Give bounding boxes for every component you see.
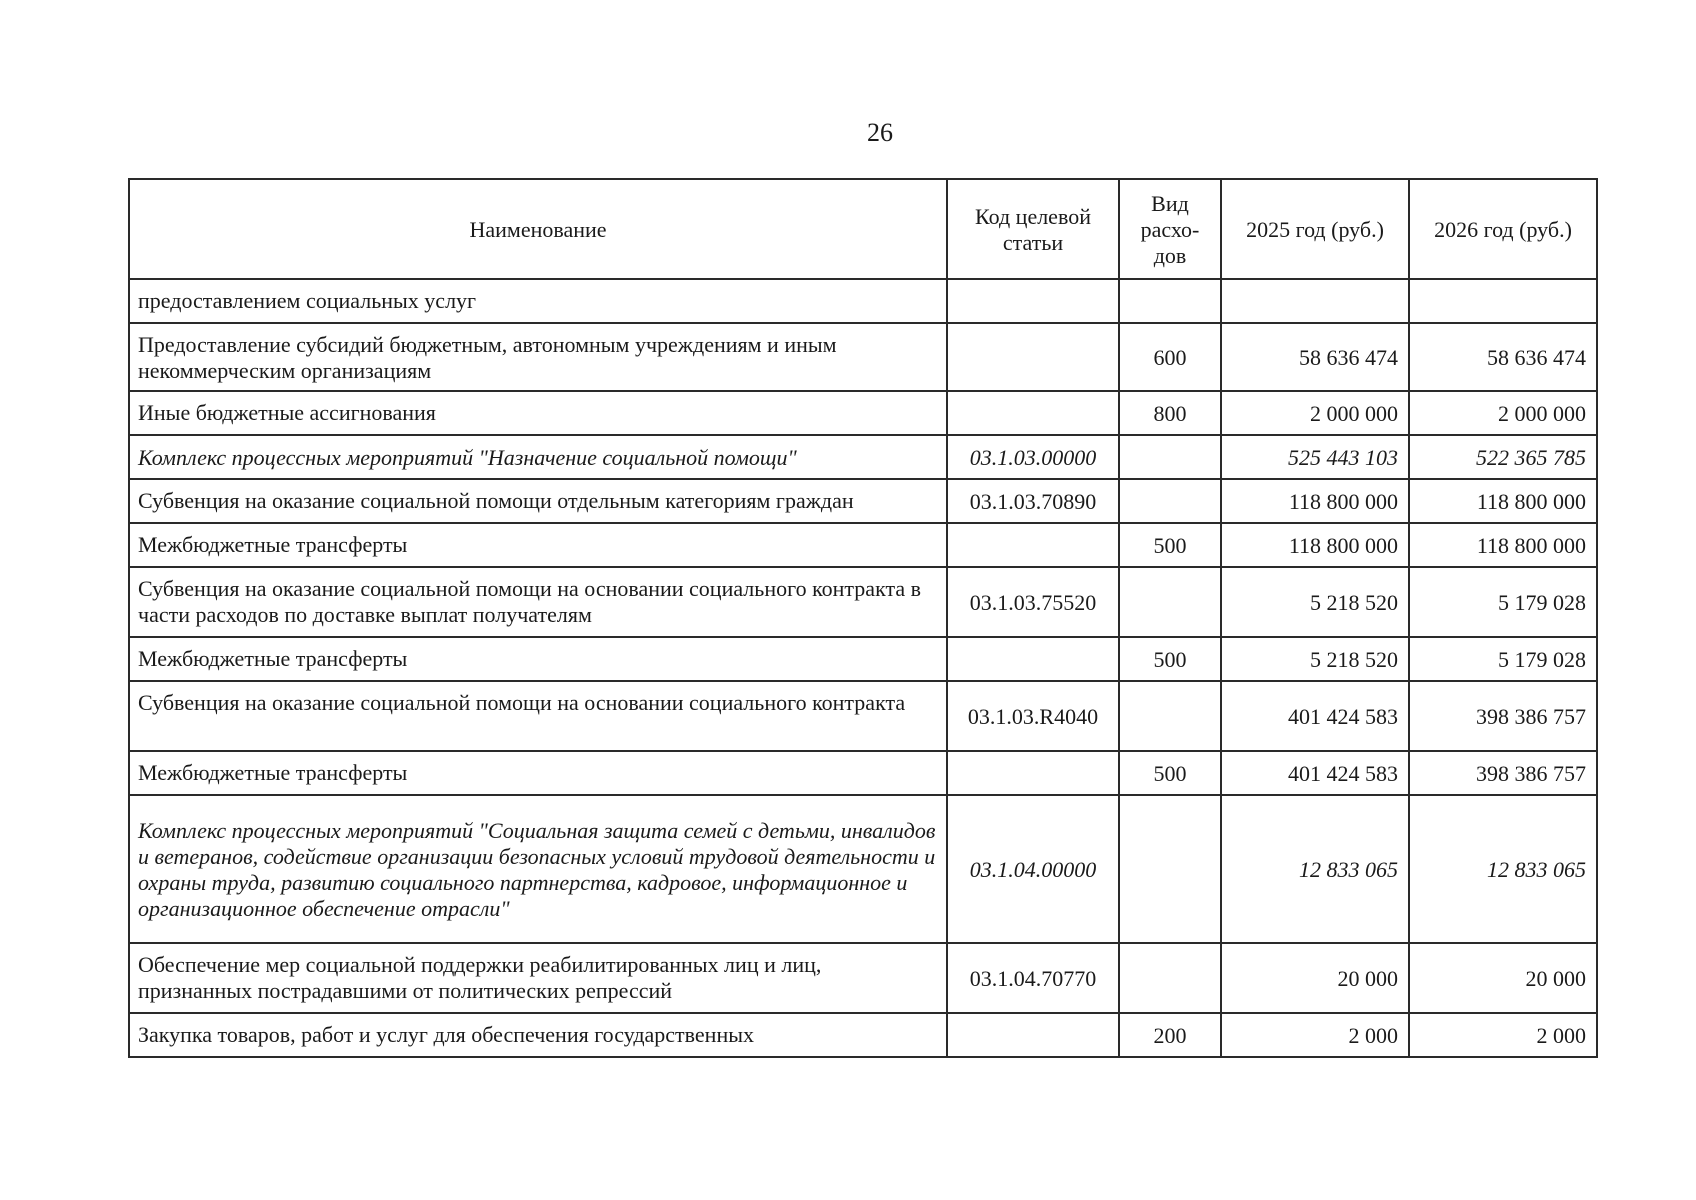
row-name: Субвенция на оказание социальной помощи на основании социального контракта xyxy=(129,681,947,751)
row-code xyxy=(947,391,1119,435)
row-2025-value: 118 800 000 xyxy=(1221,523,1409,567)
row-kind: 500 xyxy=(1119,751,1221,795)
header-2025: 2025 год (руб.) xyxy=(1221,179,1409,279)
row-2025-value: 118 800 000 xyxy=(1221,479,1409,523)
row-code: 03.1.03.75520 xyxy=(947,567,1119,637)
row-2026-value: 118 800 000 xyxy=(1409,479,1597,523)
row-name: Межбюджетные трансферты xyxy=(129,523,947,567)
row-kind xyxy=(1119,681,1221,751)
row-code xyxy=(947,751,1119,795)
row-name: предоставлением социальных услуг xyxy=(129,279,947,323)
row-code xyxy=(947,323,1119,391)
table-row xyxy=(129,681,1597,751)
header-2026: 2026 год (руб.) xyxy=(1409,179,1597,279)
row-code: 03.1.04.70770 xyxy=(947,943,1119,1013)
table-row xyxy=(129,637,1597,681)
row-2025-value: 20 000 xyxy=(1221,943,1409,1013)
header-kind: Вид расхо-дов xyxy=(1119,179,1221,279)
row-kind xyxy=(1119,567,1221,637)
row-name: Межбюджетные трансферты xyxy=(129,637,947,681)
row-code xyxy=(947,523,1119,567)
table-row xyxy=(129,435,1597,479)
row-2025-value: 5 218 520 xyxy=(1221,637,1409,681)
table-row xyxy=(129,751,1597,795)
table-row xyxy=(129,479,1597,523)
table-row xyxy=(129,523,1597,567)
table-row xyxy=(129,323,1597,391)
row-code: 03.1.03.00000 xyxy=(947,435,1119,479)
row-code: 03.1.04.00000 xyxy=(947,795,1119,943)
table-header-row xyxy=(129,179,1597,279)
row-code: 03.1.03.70890 xyxy=(947,479,1119,523)
table-row xyxy=(129,567,1597,637)
table-row xyxy=(129,1013,1597,1057)
row-2026-value: 20 000 xyxy=(1409,943,1597,1013)
row-2025-value: 401 424 583 xyxy=(1221,681,1409,751)
row-2026-value: 58 636 474 xyxy=(1409,323,1597,391)
table-row xyxy=(129,943,1597,1013)
row-kind xyxy=(1119,943,1221,1013)
row-name: Субвенция на оказание социальной помощи на основании социального контракта в части расходов по доставке выплат получателям xyxy=(129,567,947,637)
row-name: Комплекс процессных мероприятий "Социальная защита семей с детьми, инвалидов и ветеранов, содействие организации безопасных условий трудовой деятельности и охраны труда, развитию социального партнерства, кадровое, информационное и организационное обеспечение отрасли" xyxy=(129,795,947,943)
row-code: 03.1.03.R4040 xyxy=(947,681,1119,751)
row-2026-value: 522 365 785 xyxy=(1409,435,1597,479)
row-name: Предоставление субсидий бюджетным, автономным учреждениям и иным некоммерческим организациям xyxy=(129,323,947,391)
row-2026-value: 5 179 028 xyxy=(1409,567,1597,637)
row-2026-value: 5 179 028 xyxy=(1409,637,1597,681)
row-2025-value: 5 218 520 xyxy=(1221,567,1409,637)
table-row xyxy=(129,391,1597,435)
row-code xyxy=(947,637,1119,681)
table-row xyxy=(129,795,1597,943)
row-2026-value xyxy=(1409,279,1597,323)
page-number: 26 xyxy=(867,118,893,147)
row-2025-value: 401 424 583 xyxy=(1221,751,1409,795)
row-kind xyxy=(1119,479,1221,523)
row-2025-value: 58 636 474 xyxy=(1221,323,1409,391)
row-2025-value xyxy=(1221,279,1409,323)
header-name: Наименование xyxy=(129,179,947,279)
row-kind: 200 xyxy=(1119,1013,1221,1057)
row-kind xyxy=(1119,279,1221,323)
row-2026-value: 398 386 757 xyxy=(1409,751,1597,795)
row-code xyxy=(947,279,1119,323)
row-kind: 600 xyxy=(1119,323,1221,391)
budget-table xyxy=(128,178,1598,1058)
table-body xyxy=(129,279,1597,1057)
row-code xyxy=(947,1013,1119,1057)
row-kind: 800 xyxy=(1119,391,1221,435)
row-2026-value: 2 000 000 xyxy=(1409,391,1597,435)
table-row xyxy=(129,279,1597,323)
row-name: Субвенция на оказание социальной помощи отдельным категориям граждан xyxy=(129,479,947,523)
row-name: Обеспечение мер социальной поддержки реабилитированных лиц и лиц, признанных пострадавшими от политических репрессий xyxy=(129,943,947,1013)
row-kind: 500 xyxy=(1119,523,1221,567)
row-2026-value: 12 833 065 xyxy=(1409,795,1597,943)
row-2025-value: 2 000 xyxy=(1221,1013,1409,1057)
row-2026-value: 398 386 757 xyxy=(1409,681,1597,751)
row-2026-value: 118 800 000 xyxy=(1409,523,1597,567)
row-name: Закупка товаров, работ и услуг для обеспечения государственных xyxy=(129,1013,947,1057)
row-2026-value: 2 000 xyxy=(1409,1013,1597,1057)
row-name: Иные бюджетные ассигнования xyxy=(129,391,947,435)
row-2025-value: 525 443 103 xyxy=(1221,435,1409,479)
header-code: Код целевой статьи xyxy=(947,179,1119,279)
row-2025-value: 2 000 000 xyxy=(1221,391,1409,435)
row-name: Межбюджетные трансферты xyxy=(129,751,947,795)
row-kind: 500 xyxy=(1119,637,1221,681)
row-kind xyxy=(1119,435,1221,479)
row-2025-value: 12 833 065 xyxy=(1221,795,1409,943)
row-name: Комплекс процессных мероприятий "Назначение социальной помощи" xyxy=(129,435,947,479)
row-kind xyxy=(1119,795,1221,943)
